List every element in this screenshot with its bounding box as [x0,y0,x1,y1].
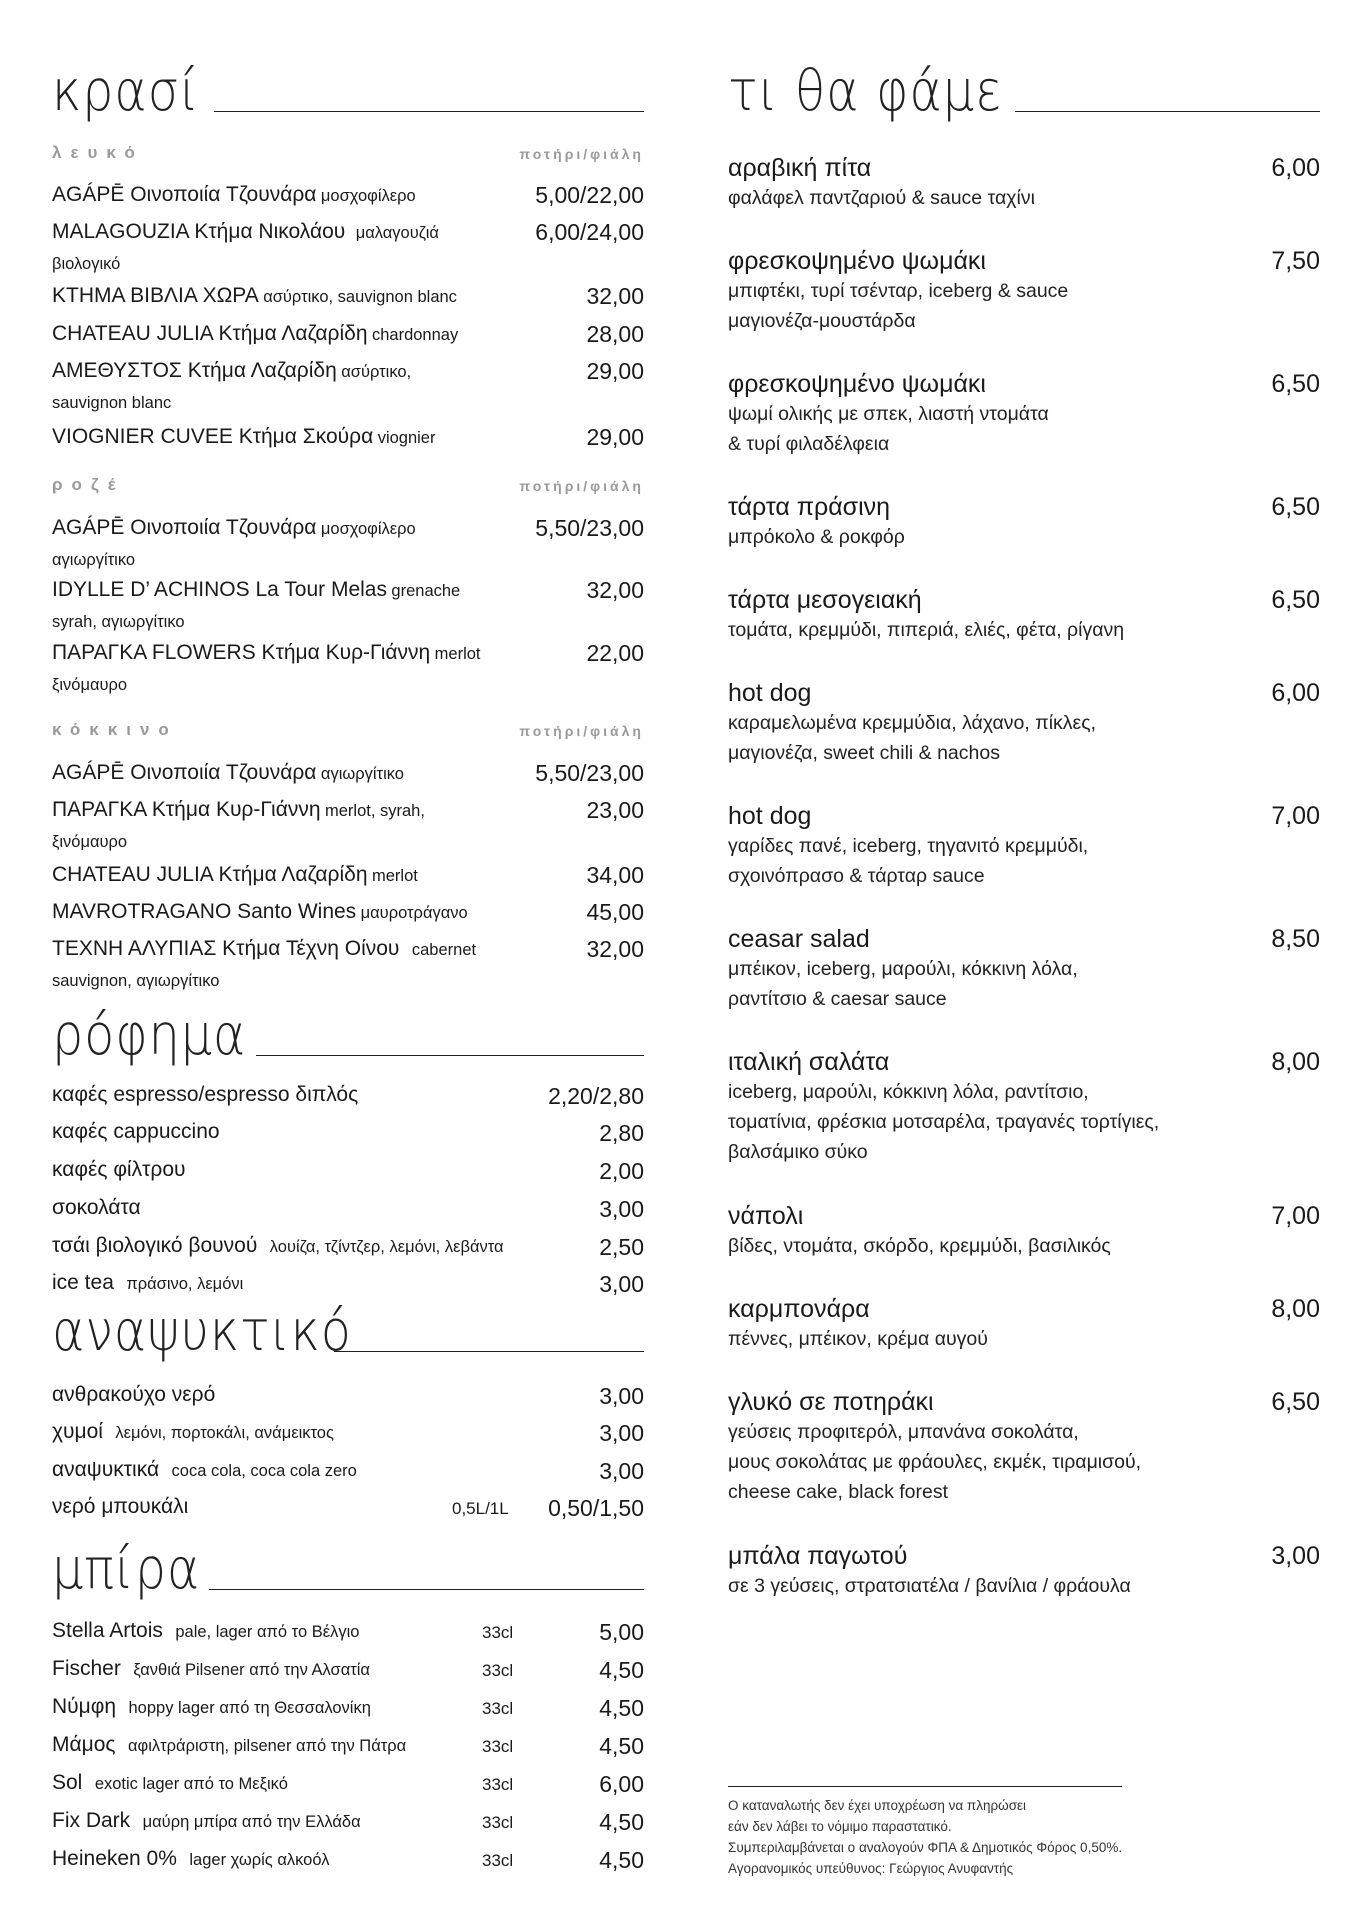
wine-grape-cont: αγιωργίτικο [52,551,136,569]
coffee-header [52,994,644,1068]
soft-row [52,1458,644,1482]
soft-title: αναψυκτικό [52,1299,352,1364]
rose-unit: ποτήρι/φιάλη [519,478,644,494]
beer-row [52,1619,644,1643]
wine-name: IDYLLE D’ ACHINOS La Tour Melas [52,578,387,601]
wine-row [52,899,644,927]
red-label: κόκκινο [52,720,178,739]
food-name: αραβική πίτα [728,154,872,182]
item-name: αναψυκτικά [52,1458,160,1481]
right-column [728,0,1320,1920]
wine-row [52,640,644,698]
wine-price: 5,50/23,00 [535,760,644,786]
wine-grape: chardonnay [371,326,459,344]
rose-subhead [52,475,644,497]
coffee-row [52,1158,644,1182]
food-price: 6,00 [1271,154,1320,182]
wine-grape: αγιωργίτικο [320,765,404,783]
beer-name: Stella Artois [52,1619,163,1642]
wine-price: 34,00 [586,862,644,888]
food-desc: σε 3 γεύσεις, στρατσιατέλα / βανίλια / φράουλα [728,1575,1131,1597]
coffee-row [52,1234,644,1258]
wine-price: 32,00 [586,936,644,962]
food-name: hot dog [728,802,812,830]
item-desc: λεμόνι, πορτοκάλι, ανάμεικτος [115,1424,334,1442]
food-item [728,492,1320,552]
food-desc: φαλάφελ παντζαριού & sauce ταχίνι [728,187,1035,209]
wine-grape: μοσχοφίλερο [320,520,416,538]
wine-grape-cont: sauvignon blanc [52,394,172,412]
wine-price: 22,00 [586,640,644,666]
item-price: 2,50 [599,1234,644,1260]
beer-header [52,1528,644,1602]
food-name: γλυκό σε ποτηράκι [728,1388,934,1416]
wine-price: 5,00/22,00 [535,182,644,208]
beer-price: 4,50 [599,1657,644,1683]
food-desc: cheese cake, black forest [728,1481,949,1503]
food-title: τι θα φάμε [728,59,1003,124]
food-desc: καραμελωμένα κρεμμύδια, λάχανο, πίκλες, [728,712,1097,734]
beer-price: 5,00 [599,1619,644,1645]
item-volume: 0,5L/1L [452,1499,509,1518]
beer-volume: 33cl [482,1661,514,1680]
legal-footnote [728,1786,1148,1879]
wine-row [52,577,644,635]
item-price: 0,50/1,50 [548,1495,644,1521]
wine-name: ΤΕΧΝΗ ΑΛΥΠΙΑΣ Κτήμα Τέχνη Οίνου [52,937,400,960]
wine-row [52,862,644,890]
item-price: 3,00 [599,1271,644,1297]
food-desc: βαλσάμικο σύκο [728,1141,868,1163]
beer-price: 6,00 [599,1771,644,1797]
food-name: μπάλα παγωτού [728,1542,908,1570]
item-name: καφές espresso/espresso διπλός [52,1083,359,1106]
wine-row [52,182,644,210]
wine-price: 29,00 [586,424,644,450]
wine-price: 32,00 [586,283,644,309]
footnote-rule [728,1786,1122,1787]
food-desc: βίδες, ντομάτα, σκόρδο, κρεμμύδι, βασιλικός [728,1235,1111,1257]
item-price: 3,00 [599,1458,644,1484]
food-item [728,153,1320,213]
food-title-rule [1015,111,1320,112]
food-desc: τοματίνια, φρέσκια μοτσαρέλα, τραγανές τορτίγιες, [728,1111,1160,1133]
coffee-row [52,1196,644,1220]
coffee-row [52,1083,644,1107]
wine-price: 29,00 [586,358,644,384]
food-header [728,50,1320,124]
wine-price: 5,50/23,00 [535,515,644,541]
beer-volume: 33cl [482,1737,514,1756]
food-price: 7,00 [1271,1202,1320,1230]
food-desc: ψωμί ολικής με σπεκ, λιαστή ντομάτα [728,403,1049,425]
beer-desc: lager χωρίς αλκοόλ [189,1851,330,1869]
item-name: σοκολάτα [52,1196,141,1219]
beer-name: Νύμφη [52,1695,117,1718]
food-price: 3,00 [1271,1542,1320,1570]
food-name: φρεσκοψημένο ψωμάκι [728,247,986,275]
wine-grape-cont: syrah, αγιωργίτικο [52,613,185,631]
beer-price: 4,50 [599,1695,644,1721]
wine-row [52,515,644,573]
food-desc: μπιφτέκι, τυρί τσένταρ, iceberg & sauce [728,280,1069,302]
item-name: ανθρακούχο νερό [52,1383,216,1406]
beer-desc: αφιλτράριστη, pilsener από την Πάτρα [128,1737,407,1755]
wine-grape: grenache [391,582,461,600]
wine-name: ΠΑΡΑΓΚΑ FLOWERS Κτήμα Κυρ-Γιάννη [52,641,431,664]
wine-row [52,358,644,416]
food-desc: μπρόκολο & ροκφόρ [728,526,905,548]
wine-name: CHATEAU JULIA Κτήμα Λαζαρίδη [52,863,368,886]
beer-volume: 33cl [482,1623,514,1642]
soft-row [52,1420,644,1444]
food-item [728,1387,1320,1507]
food-name: τάρτα πράσινη [728,493,891,521]
beer-name: Fix Dark [52,1809,131,1832]
food-name: hot dog [728,679,812,707]
wine-name: AGÁPĒ Οινοποιία Τζουνάρα [52,761,317,784]
food-price: 8,00 [1271,1295,1320,1323]
food-name: φρεσκοψημένο ψωμάκι [728,370,986,398]
food-item [728,678,1320,768]
wine-row [52,760,644,788]
food-desc: γαρίδες πανέ, iceberg, τηγανιτό κρεμμύδι, [728,835,1089,857]
beer-desc: μαύρη μπίρα από την Ελλάδα [142,1813,361,1831]
beer-volume: 33cl [482,1775,514,1794]
wine-row [52,219,644,277]
beer-desc: exotic lager από το Μεξικό [94,1775,288,1793]
wine-grape: ασύρτικο, sauvignon blanc [263,288,457,306]
wine-grape: merlot [434,645,481,663]
item-price: 3,00 [599,1196,644,1222]
item-price: 3,00 [599,1420,644,1446]
soft-header [52,1290,644,1364]
soft-title-rule [334,1351,644,1352]
food-name: ceasar salad [728,925,870,953]
food-name: ιταλική σαλάτα [728,1048,890,1076]
wine-title-rule [214,111,644,112]
food-name: νάπολι [728,1202,804,1230]
wine-row [52,321,644,349]
beer-volume: 33cl [482,1851,514,1870]
food-desc: μαγιονέζα-μουστάρδα [728,310,916,332]
wine-price: 28,00 [586,321,644,347]
beer-price: 4,50 [599,1809,644,1835]
food-price: 7,50 [1271,247,1320,275]
food-desc: & τυρί φιλαδέλφεια [728,433,890,455]
wine-grape: μοσχοφίλερο [320,187,416,205]
wine-grape: merlot [371,867,418,885]
beer-row [52,1809,644,1833]
wine-grape-cont: βιολογικό [52,255,121,273]
wine-grape: μαλαγουζιά [355,224,439,242]
wine-grape-cont: ξινόμαυρο [52,676,128,694]
food-price: 6,50 [1271,370,1320,398]
wine-price: 32,00 [586,577,644,603]
food-price: 7,00 [1271,802,1320,830]
wine-name: ΠΑΡΑΓΚΑ Κτήμα Κυρ-Γιάννη [52,798,321,821]
wine-grape: μαυροτράγανο [360,904,468,922]
red-subhead [52,720,644,742]
food-item [728,1294,1320,1354]
food-item [728,801,1320,891]
beer-row [52,1657,644,1681]
beer-title-rule [209,1589,644,1590]
item-name: χυμοί [52,1420,103,1443]
food-price: 8,50 [1271,925,1320,953]
beer-row [52,1771,644,1795]
food-desc: τομάτα, κρεμμύδι, πιπεριά, ελιές, φέτα, ρίγανη [728,619,1125,641]
wine-price: 45,00 [586,899,644,925]
beer-volume: 33cl [482,1813,514,1832]
item-desc: πράσινο, λεμόνι [126,1275,244,1293]
food-price: 6,50 [1271,493,1320,521]
food-price: 6,00 [1271,679,1320,707]
wine-name: VIOGNIER CUVEE Κτήμα Σκούρα [52,425,374,448]
white-unit: ποτήρι/φιάλη [519,146,644,162]
beer-desc: ξανθιά Pilsener από την Αλσατία [133,1661,370,1679]
wine-row [52,936,644,994]
food-item [728,924,1320,1014]
rose-label: ροζέ [52,475,125,494]
footnote-line: Ο καταναλωτής δεν έχει υποχρέωση να πληρώσει [728,1798,1027,1813]
wine-name: AGÁPĒ Οινοποιία Τζουνάρα [52,183,317,206]
food-desc: σχοινόπρασο & τάρταρ sauce [728,865,985,887]
beer-row [52,1733,644,1757]
coffee-row [52,1120,644,1144]
wine-name: MAVROTRAGANO Santo Wines [52,900,357,923]
soft-row [52,1495,644,1519]
item-price: 2,00 [599,1158,644,1184]
food-item [728,1047,1320,1167]
red-unit: ποτήρι/φιάλη [519,723,644,739]
wine-row [52,797,644,855]
item-name: καφές φίλτρου [52,1158,186,1181]
beer-title: μπίρα [52,1537,201,1602]
food-desc: iceberg, μαρούλι, κόκκινη λόλα, ραντίτσιο, [728,1081,1089,1103]
beer-desc: hoppy lager από τη Θεσσαλονίκη [128,1699,371,1717]
food-desc: ραντίτσιο & caesar sauce [728,988,947,1010]
wine-name: AGÁPĒ Οινοποιία Τζουνάρα [52,516,317,539]
item-desc: coca cola, coca cola zero [171,1462,357,1480]
beer-volume: 33cl [482,1699,514,1718]
white-label: λευκό [52,143,144,162]
left-column [52,0,644,1920]
wine-name: ΑΜΕΘΥΣΤΟΣ Κτήμα Λαζαρίδη [52,359,337,382]
food-price: 6,50 [1271,1388,1320,1416]
item-price: 3,00 [599,1383,644,1409]
item-price: 2,20/2,80 [548,1083,644,1109]
wine-name: CHATEAU JULIA Κτήμα Λαζαρίδη [52,322,368,345]
coffee-title: ρόφημα [52,1003,247,1068]
beer-name: Sol [52,1771,83,1794]
food-price: 8,00 [1271,1048,1320,1076]
coffee-title-rule [256,1055,644,1056]
food-item [728,246,1320,336]
food-name: τάρτα μεσογειακή [728,586,922,614]
food-desc: μους σοκολάτας με φράουλες, εκμέκ, τιραμισού, [728,1451,1142,1473]
food-item [728,1541,1320,1601]
item-name: καφές cappuccino [52,1120,220,1143]
food-item [728,1201,1320,1261]
beer-name: Heineken 0% [52,1847,177,1870]
wine-grape: merlot, syrah, [324,802,425,820]
beer-name: Fischer [52,1657,121,1680]
wine-row [52,283,644,311]
food-desc: γεύσεις προφιτερόλ, μπανάνα σοκολάτα, [728,1421,1079,1443]
wine-grape-cont: ξινόμαυρο [52,833,128,851]
wine-grape: viognier [377,429,436,447]
wine-header [52,50,644,124]
white-subhead [52,143,644,165]
item-desc: λουίζα, τζίντζερ, λεμόνι, λεβάντα [269,1238,504,1256]
footnote-line: Αγορανομικός υπεύθυνος: Γεώργιος Ανυφαντής [728,1861,1014,1876]
beer-row [52,1847,644,1871]
wine-grape: cabernet [411,941,477,959]
wine-name: MALAGOUZIA Κτήμα Νικολάου [52,220,346,243]
wine-price: 23,00 [586,797,644,823]
food-item [728,585,1320,645]
footnote-line: εάν δεν λάβει το νόμιμο παραστατικό. [728,1819,952,1834]
food-price: 6,50 [1271,586,1320,614]
food-desc: μαγιονέζα, sweet chili & nachos [728,742,1000,764]
beer-price: 4,50 [599,1733,644,1759]
item-name: τσάι βιολογικό βουνού [52,1234,258,1257]
food-name: καρμπονάρα [728,1295,870,1323]
wine-price: 6,00/24,00 [535,219,644,245]
beer-row [52,1695,644,1719]
beer-name: Μάμος [52,1733,116,1756]
wine-name: ΚΤΗΜΑ ΒΙΒΛΙΑ ΧΩΡΑ [52,284,259,307]
item-name: νερό μπουκάλι [52,1495,189,1518]
wine-title: κρασί [52,59,200,124]
wine-grape: ασύρτικο, [341,363,412,381]
food-desc: πέννες, μπέικον, κρέμα αυγού [728,1328,988,1350]
soft-row [52,1383,644,1407]
item-price: 2,80 [599,1120,644,1146]
footnote-line: Συμπεριλαμβάνεται ο αναλογούν ΦΠΑ & Δημοτικός Φόρος 0,50%. [728,1840,1123,1855]
food-item [728,369,1320,459]
wine-grape-cont: sauvignon, αγιωργίτικο [52,972,220,990]
food-desc: μπέικον, iceberg, μαρούλι, κόκκινη λόλα, [728,958,1078,980]
wine-row [52,424,644,452]
beer-price: 4,50 [599,1847,644,1873]
item-name: ice tea [52,1271,114,1294]
beer-desc: pale, lager από το Βέλγιο [175,1623,360,1641]
